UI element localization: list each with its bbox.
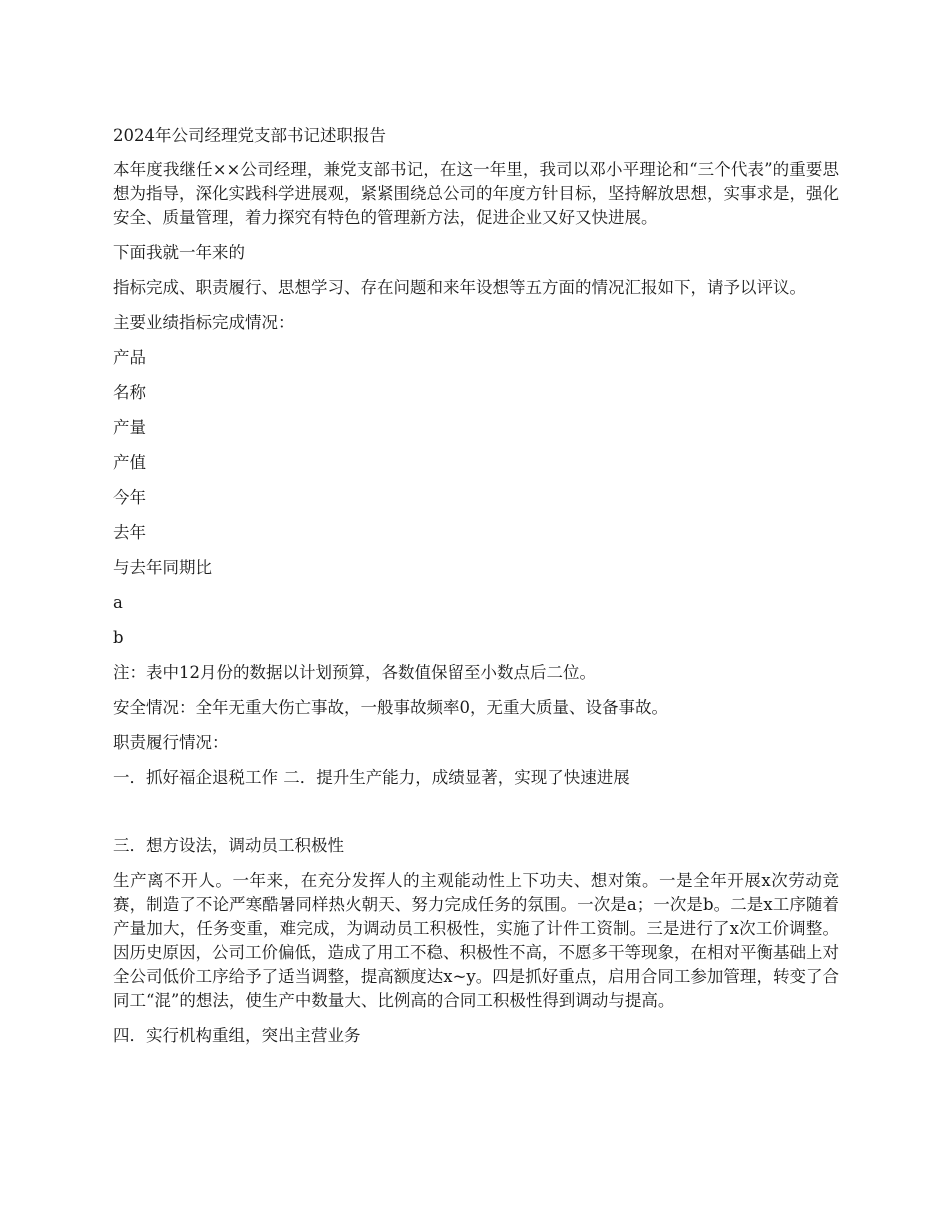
lead-paragraph: 下面我就一年来的 [113,243,245,262]
intro-paragraph: 本年度我继任××公司经理，兼党支部书记，在这一年里，我司以邓小平理论和“三个代表”的重要思想为指导，深化实践科学进展观，紧紧围绕总公司的年度方针目标，坚持解放思想，实事求是，强化安全、质量管理，着力探究有特色的管理新方法，促进企业又好又快进展。 [113,160,839,227]
table-item-value: 产值 [113,453,146,472]
table-item-output: 产量 [113,418,146,437]
document-page [113,124,839,1059]
duty-item-3-body: 生产离不开人。一年来，在充分发挥人的主观能动性上下功夫、想对策。一是全年开展x次劳动竞赛，制造了不论严寒酷暑同样热火朝天、努力完成任务的氛围。一次是a；一次是b。二是x工序随着产量加大，任务变重，难完成，为调动员工积极性，实施了计件工资制。三是进行了x次工价调整。因历史原因，公司工价偏低，造成了用工不稳、积极性不高，不愿多干等现象，在相对平衡基础上对全公司低价工序给予了适当调整，提高额度达x~y。四是抓好重点，启用合同工参加管理，转变了合同工“混”的想法，使生产中数量大、比例高的合同工积极性得到调动与提高。 [113,871,839,1010]
document-title: 2024年公司经理党支部书记述职报告 [113,126,386,145]
summary-paragraph: 指标完成、职责履行、思想学习、存在问题和来年设想等五方面的情况汇报如下，请予以评议。 [113,278,806,297]
table-item-b: b [113,628,124,647]
duty-items-1-2: 一．抓好福企退税工作 二．提升生产能力，成绩显著，实现了快速进展 [113,768,630,787]
note-paragraph: 注：表中12月份的数据以计划预算，各数值保留至小数点后二位。 [113,663,596,682]
table-item-a: a [113,593,123,612]
table-item-yoy: 与去年同期比 [113,558,212,577]
duty-heading: 职责履行情况： [113,733,229,752]
duty-item-3-heading: 三．想方设法，调动员工积极性 [113,836,344,855]
table-item-this-year: 今年 [113,488,146,507]
safety-paragraph: 安全情况：全年无重大伤亡事故，一般事故频率0，无重大质量、设备事故。 [113,698,668,717]
kpi-heading: 主要业绩指标完成情况： [113,313,295,332]
duty-item-4-heading: 四．实行机构重组，突出主营业务 [113,1026,361,1045]
table-item-name: 名称 [113,383,146,402]
table-item-product: 产品 [113,348,146,367]
table-item-last-year: 去年 [113,523,146,542]
